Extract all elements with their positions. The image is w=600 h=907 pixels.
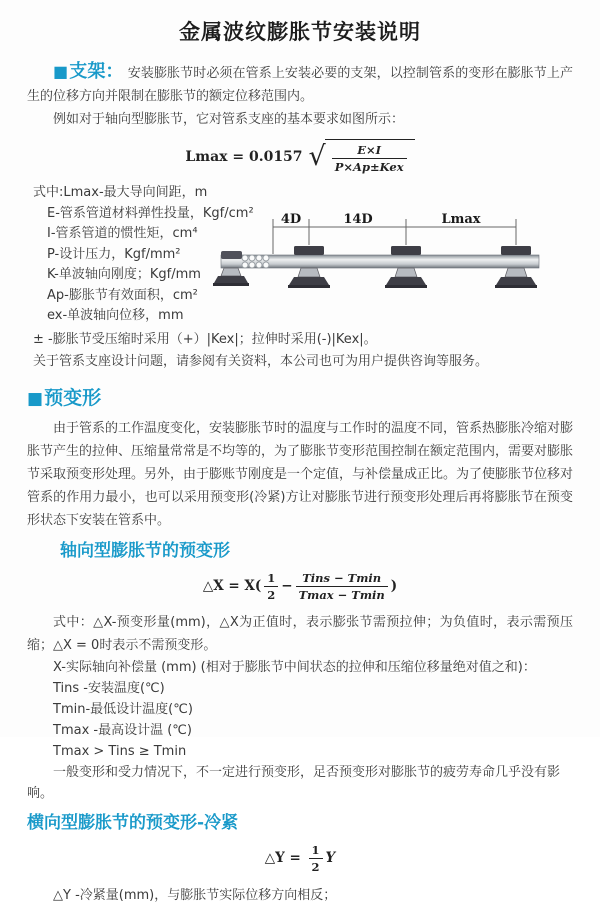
lateral-predeform-formula xyxy=(27,842,573,875)
predeform-paragraph: 由于管系的工作温度变化，安装膨胀节时的温度与工作时的温度不同，管系热膨胀冷缩对膨胀节产生的拉伸、压缩量常常是不均等的，为了膨胀节变形范围控制在额定范围内，需要对膨胀节采取预变形处理。另外，由于膨账节刚度是一个定值，与补偿量成正比。为了使膨胀节位移对管系的作用力最小，也可以采用预变形(冷紧)方让对膨胀节进行预变形处理后再将膨胀节在预变形状态下安装在管系中。 xyxy=(27,421,574,529)
lateral-formula-prefix: △Y = xyxy=(264,850,301,867)
support-example-line: 例如对于轴向型膨胀节，它对管系支座的基本要求如图所示： xyxy=(53,112,405,127)
consult-note: 关于管系支座设计问题，请参阅有关资料，本公司也可为用户提供咨询等服务。 xyxy=(33,354,489,370)
tins-definition: Tins -安装温度(℃) xyxy=(53,681,165,697)
pipe-support-diagram xyxy=(221,211,573,306)
axial-predeform-subtitle: 轴向型膨胀节的预变形 xyxy=(60,541,230,562)
section-marker-icon: ■ xyxy=(27,389,44,410)
lateral-formula-num: 1 xyxy=(309,842,323,859)
page-title: 金属波纹膨胀节安装说明 xyxy=(179,20,421,44)
definition-line: ex-单波轴向位移，mm xyxy=(47,308,184,324)
support-section-heading xyxy=(53,61,124,82)
axial-formula-prefix: △X = X( xyxy=(202,578,262,595)
lmax-formula xyxy=(27,139,573,175)
lateral-formula-den: 2 xyxy=(311,860,320,875)
tmin-definition: Tmin-最低设计温度(℃) xyxy=(53,702,193,718)
dim-label-lmax: Lmax xyxy=(441,212,481,228)
tmax-definition: Tmax -最高设计温 (℃) xyxy=(53,723,192,739)
axial-predeform-formula xyxy=(27,570,573,603)
support-intro-paragraph xyxy=(27,60,573,108)
lmax-formula-radicand xyxy=(325,139,415,175)
definition-line: Ap-膨胀节有效面积，cm² xyxy=(47,287,198,303)
axial-x-definition: X-实际轴向补偿量 (mm) (相对于膨胀节中间状态的拉伸和压缩位移量绝对值之和)： xyxy=(53,660,536,676)
axial-formula-explanation: 式中：△X-预变形量(mm)，△X为正值时，表示膨张节需预拉伸；为负值时，表示需预压缩；△X = 0时表示不需预变形。 xyxy=(27,615,573,654)
lmax-formula-denominator: P×Ap±Kex xyxy=(334,160,404,175)
dim-label-14d: 14D xyxy=(343,212,373,228)
axial-formula-temp-num: Tins − Tmin xyxy=(296,570,388,587)
lmax-formula-numerator: E×I xyxy=(332,142,407,159)
axial-formula-suffix: ) xyxy=(390,578,398,595)
fatigue-note: 一般变形和受力情况下，不一定进行预变形，足否预变形对膨胀节的疲劳寿命几乎没有影响。 xyxy=(27,765,561,802)
cold-tightening-note: △Y -冷紧量(mm)，与膨胀节实际位移方向相反； xyxy=(53,887,337,903)
axial-formula-temp-den: Tmax − Tmin xyxy=(298,588,385,603)
temperature-relation: Tmax > Tins ≥ Tmin xyxy=(53,744,187,760)
axial-formula-half-num: 1 xyxy=(264,570,278,587)
lmax-formula-prefix: Lmax = 0.0157 xyxy=(185,149,303,166)
axial-formula-half-den: 2 xyxy=(267,588,276,603)
dim-label-4d: 4D xyxy=(280,212,302,228)
symbol-definitions-block xyxy=(27,183,573,329)
predeform-section-heading xyxy=(27,386,573,411)
sign-convention-note: ± -膨胀节受压缩时采用（+）|Kex|；拉伸时采用(-)|Kex|。 xyxy=(33,332,377,348)
definition-line: P-设计压力，Kgf/mm² xyxy=(47,246,181,262)
predeform-heading-label: 预变形 xyxy=(44,387,102,410)
radical-sign: √ xyxy=(308,140,326,172)
lateral-formula-suffix: Y xyxy=(325,850,336,867)
definition-line: K-单波轴向刚度；Kgf/mm xyxy=(47,267,201,283)
support-intro-text: 安装膨胀节时必须在管系上安装必要的支架，以控制管系的变形在膨胀节上产生的位移方向并限制在膨胀节的额定位移范围内。 xyxy=(27,66,573,104)
lateral-predeform-subtitle: 横向型膨胀节的预变形-冷紧 xyxy=(27,813,239,834)
section-marker-icon: ■ xyxy=(53,62,69,81)
definition-line: I-管系管道的惯性矩，cm⁴ xyxy=(47,226,198,242)
axial-formula-minus: − xyxy=(281,578,293,595)
support-heading-label: 支架： xyxy=(69,61,124,82)
definition-line: 式中:Lmax-最大导向间距，m xyxy=(33,185,208,201)
definition-line: E-管系管道材料弹性投量，Kgf/cm² xyxy=(47,205,254,221)
